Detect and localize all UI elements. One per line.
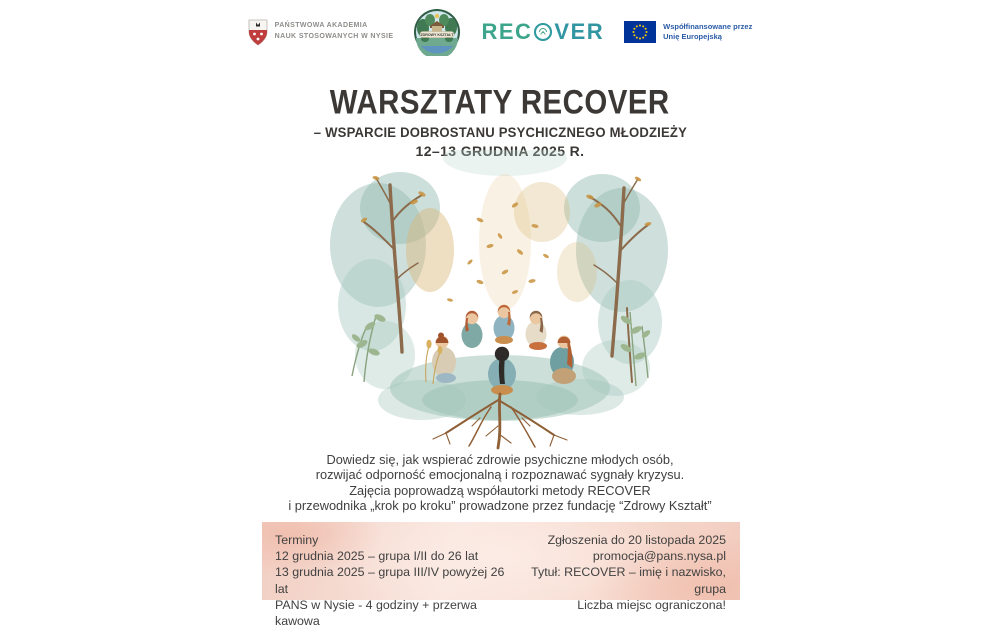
description-line: Dowiedz się, jak wspierać zdrowie psychiczne młodych osób,	[326, 452, 674, 467]
registration-column	[510, 532, 726, 612]
recover-o-fingerprint-icon	[533, 22, 553, 42]
recover-logo-ver: VER	[554, 19, 605, 44]
schedule-line: 12 grudnia 2025 – grupa I/II do 26 lat	[275, 549, 479, 564]
pans-university-name: PAŃSTWOWA AKADEMIA NAUK STOSOWANYCH W NYSIE	[274, 22, 394, 40]
recover-logo-rec: REC	[481, 19, 533, 44]
registration-email: promocja@pans.nysa.pl	[592, 549, 726, 564]
description-block	[0, 452, 1000, 513]
eu-funding-logo	[624, 21, 752, 43]
pans-university-logo	[248, 19, 394, 46]
schedule-heading: Terminy	[275, 533, 319, 547]
details-band	[262, 522, 740, 629]
pans-crest-icon	[248, 19, 268, 46]
schedule-column	[275, 532, 510, 629]
recover-logo	[481, 19, 604, 45]
eu-funding-text: Współfinansowane przez Unię Europejską	[663, 21, 753, 41]
title-block	[0, 84, 1000, 159]
poster-subtitle: – WSPARCIE DOBROSTANU PSYCHICZNEGO MŁODZIEŻY	[313, 125, 687, 140]
poster-date: 12–13 GRUDNIA 2025 R.	[415, 143, 585, 159]
circle-group-illustration	[330, 150, 670, 452]
description-line: i przewodnika „krok po kroku” prowadzone przez fundację “Zdrowy Kształt”	[288, 497, 712, 513]
schedule-line: PANS w Nysie - 4 godziny + przerwa kawowa	[275, 597, 477, 629]
schedule-line: 13 grudnia 2025 – grupa III/IV powyżej 26 lat	[275, 565, 505, 596]
registration-line: Tytuł: RECOVER – imię i nazwisko, grupa	[531, 565, 726, 596]
eu-flag-icon	[624, 21, 656, 43]
zdrowy-ksztalt-badge-icon	[413, 8, 461, 56]
registration-line: Zgłoszenia do 20 listopada 2025	[547, 533, 726, 547]
badge-banner-text: ZDROWY KSZTAŁT	[420, 32, 454, 37]
registration-line: Liczba miejsc ograniczona!	[577, 597, 726, 612]
poster-title: WARSZTATY RECOVER	[330, 82, 670, 122]
description-line: Zajęcia poprowadzą współautorki metody RECOVER	[349, 482, 651, 498]
description-line: rozwijać odporność emocjonalną i rozpoznawać sygnały kryzysu.	[315, 467, 685, 483]
logo-header	[0, 8, 1000, 56]
